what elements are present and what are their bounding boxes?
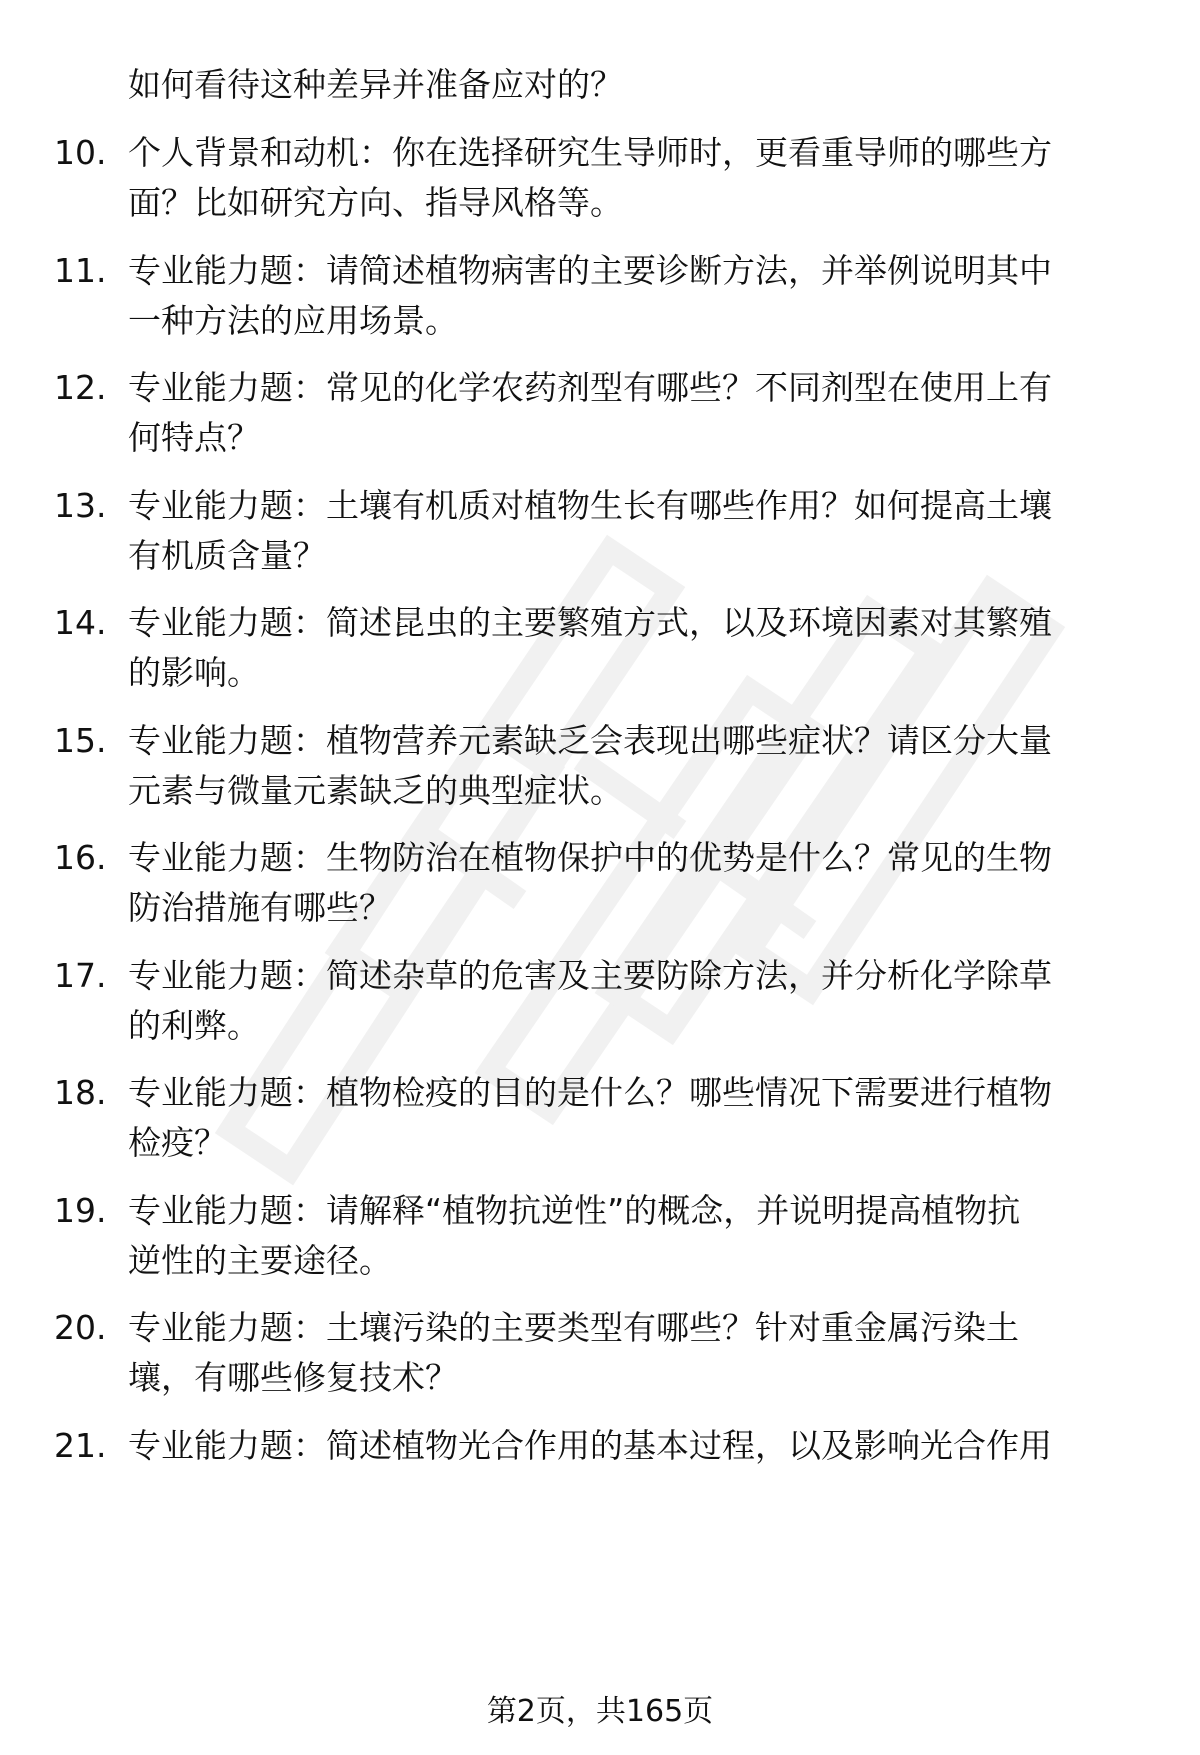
- question-number: 15.: [54, 720, 107, 760]
- question-text: [128, 481, 1052, 581]
- question-text: [128, 128, 1052, 228]
- question-number: 20.: [54, 1308, 107, 1347]
- question-text-line: 防治措施有哪些？: [128, 888, 392, 927]
- question-number: 21.: [54, 1425, 107, 1465]
- question-text-line: 专业能力题：简述昆虫的主要繁殖方式，以及环境因素对其繁殖: [128, 603, 1052, 642]
- question-text-line: 有机质含量？: [128, 535, 326, 575]
- page-footer: 第2页，共165页: [486, 1694, 714, 1729]
- question-number: 16.: [54, 838, 107, 877]
- question-text: [128, 598, 1052, 698]
- question-text: [128, 1186, 1020, 1286]
- question-text-line: 专业能力题：简述植物光合作用的基本过程，以及影响光合作用: [128, 1425, 1052, 1465]
- question-text-line: 的利弊。: [128, 1005, 260, 1045]
- question-text: [128, 363, 1052, 463]
- question-text-line: 专业能力题：请简述植物病害的主要诊断方法，并举例说明其中: [128, 250, 1052, 290]
- question-text: [128, 1421, 1052, 1471]
- question-text-line: 专业能力题：请解释“植物抗逆性”的概念，并说明提高植物抗: [128, 1190, 1021, 1230]
- question-number: 14.: [54, 603, 107, 642]
- question-text-line: 逆性的主要途径。: [128, 1240, 392, 1280]
- question-number: 17.: [54, 955, 107, 995]
- question-number: 13.: [54, 485, 107, 525]
- question-number: 18.: [54, 1073, 107, 1112]
- question-text: [128, 833, 1052, 933]
- question-text: [128, 951, 1052, 1051]
- question-number: 12.: [54, 368, 107, 407]
- question-text: [128, 1303, 1019, 1403]
- question-text-line: 面？比如研究方向、指导风格等。: [128, 183, 623, 222]
- question-text: [128, 1068, 1052, 1168]
- question-number: 19.: [54, 1190, 107, 1230]
- question-text-line: 专业能力题：生物防治在植物保护中的优势是什么？常见的生物: [128, 838, 1052, 877]
- question-text-line: 专业能力题：常见的化学农药剂型有哪些？不同剂型在使用上有: [128, 368, 1052, 407]
- question-text-line: 个人背景和动机：你在选择研究生导师时，更看重导师的哪些方: [128, 133, 1052, 172]
- question-text: [128, 246, 1052, 346]
- question-number: 11.: [54, 250, 107, 290]
- question-text-line: 壤，有哪些修复技术？: [128, 1358, 458, 1397]
- question-text-line: 专业能力题：简述杂草的危害及主要防除方法，并分析化学除草: [128, 955, 1052, 995]
- question-text-line: 专业能力题：植物营养元素缺乏会表现出哪些症状？请区分大量: [128, 720, 1052, 760]
- question-number: 10.: [54, 133, 107, 172]
- question-text: [128, 716, 1052, 816]
- question-text-line: 专业能力题：植物检疫的目的是什么？哪些情况下需要进行植物: [128, 1073, 1052, 1112]
- continuation-text: 如何看待这种差异并准备应对的？: [128, 65, 623, 104]
- question-text-line: 何特点？: [128, 418, 260, 457]
- question-text-line: 一种方法的应用场景。: [128, 300, 458, 340]
- question-text-line: 检疫？: [128, 1123, 227, 1162]
- question-text-line: 专业能力题：土壤有机质对植物生长有哪些作用？如何提高土壤: [128, 485, 1052, 525]
- question-text-line: 的影响。: [128, 653, 260, 692]
- question-text-line: 专业能力题：土壤污染的主要类型有哪些？针对重金属污染土: [128, 1308, 1019, 1347]
- question-text-line: 元素与微量元素缺乏的典型症状。: [128, 770, 623, 810]
